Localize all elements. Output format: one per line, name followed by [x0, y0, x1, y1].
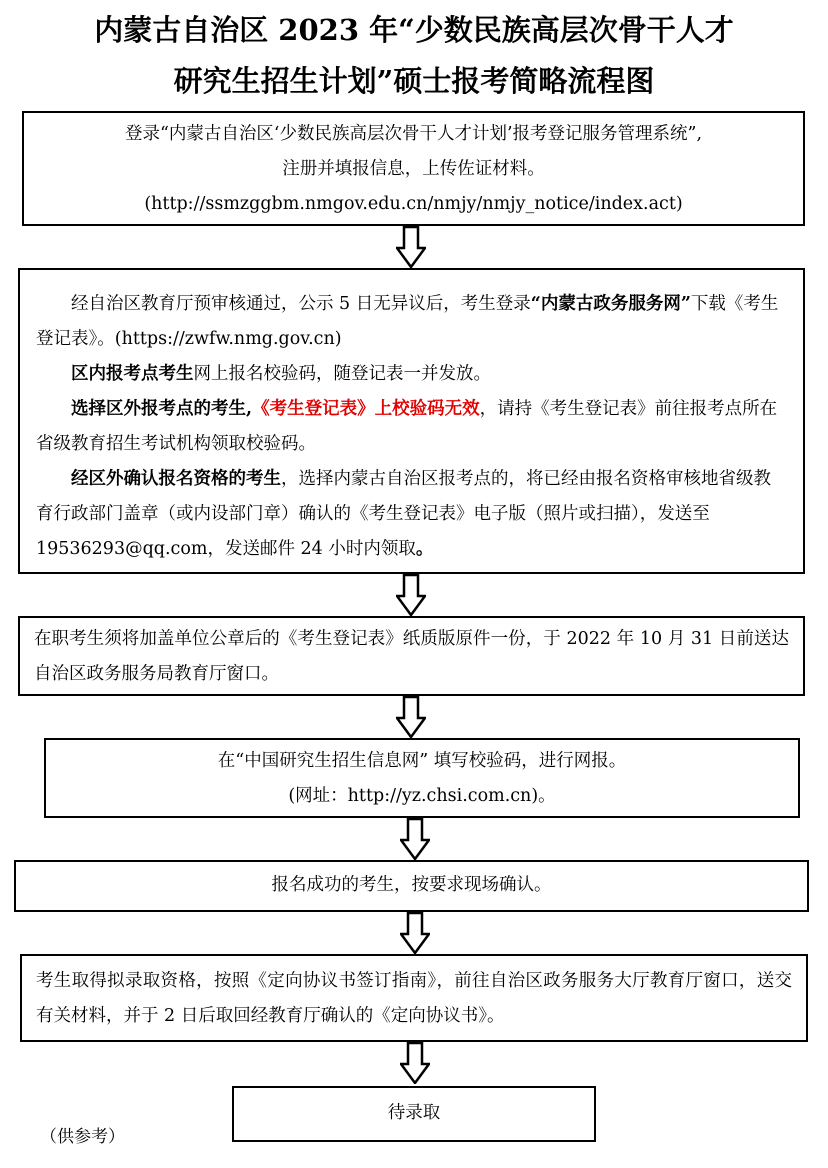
- arrow-down-icon: [400, 1042, 430, 1084]
- step3-box: [18, 616, 805, 696]
- step2-paragraph-confirmed: [36, 462, 787, 567]
- step4-line1: 在“中国研究生招生信息网” 填写校验码，进行网报。: [217, 751, 627, 771]
- step7-text: 待录取: [387, 1103, 441, 1123]
- step2-local-candidates: 区内报考点考生: [71, 364, 194, 384]
- step2-login-text: 经自治区教育厅预审核通过，公示 5 日无异议后，考生登录: [71, 294, 531, 314]
- step1-url: (http://ssmzggbm.nmgov.edu.cn/nmjy/nmjy_notice/index.act): [144, 194, 683, 214]
- arrow-down-icon: [400, 818, 430, 860]
- step3-text: 在职考生须将加盖单位公章后的《考生登记表》纸质版原件一份，于 2022 年 10 月 31 日前送达自治区政务服务局教育厅窗口。: [34, 629, 789, 684]
- arrow-down-icon: [400, 912, 430, 954]
- step2-download-text: 下载《考生登记表》。(https://zwfw.nmg.gov.cn): [36, 294, 779, 349]
- arrow-down-icon: [396, 226, 426, 268]
- reference-note: （供参考）: [40, 1127, 125, 1147]
- step1-line2: 注册并填报信息，上传佐证材料。: [282, 159, 545, 179]
- step7-box: [232, 1086, 596, 1142]
- step6-text: 考生取得拟录取资格，按照《定向协议书签订指南》，前往自治区政务服务大厅教育厅窗口，送交有关材料，并于 2 日后取回经教育厅确认的《定向协议书》。: [36, 971, 792, 1026]
- flowchart-title-line2: 研究生招生计划”硕士报考简略流程图: [173, 64, 655, 98]
- step1-box: [22, 111, 805, 226]
- step2-outside-candidates: 选择区外报考点的考生,: [71, 399, 253, 419]
- arrow-down-icon: [396, 696, 426, 738]
- arrow-down-icon: [396, 574, 426, 616]
- step6-box: [20, 954, 808, 1042]
- step1-line1: 登录“内蒙古自治区‘少数民族高层次骨干人才计划’报考登记服务管理系统”,: [124, 124, 703, 144]
- step5-box: [14, 860, 809, 912]
- step2-paragraph-outside: [36, 392, 787, 462]
- step2-confirmed-text: ，选择内蒙古自治区报考点的，将已经由报名资格审核地省级教育行政部门盖章（或内设部门章）确认的《考生登记表》电子版（照片或扫描），发送至 19536293@qq.com，发送邮件 24 小时内领取: [36, 469, 771, 559]
- step2-invalid-code-warning: 《考生登记表》上校验码无效: [252, 399, 480, 419]
- step5-text: 报名成功的考生，按要求现场确认。: [271, 875, 552, 895]
- step2-gov-portal: “内蒙古政务服务网”: [530, 294, 691, 314]
- step2-local-text: 网上报名校验码，随登记表一并发放。: [193, 364, 491, 384]
- step2-confirmed-end: 。: [415, 539, 434, 559]
- step2-paragraph-local: [36, 357, 787, 392]
- step4-box: [44, 738, 800, 818]
- flowchart-title-line1: 内蒙古自治区 2023 年“少数民族高层次骨干人才: [94, 13, 734, 47]
- step2-paragraph-login: [36, 287, 787, 357]
- step2-box: [18, 268, 805, 574]
- step4-line2: (网址：http://yz.chsi.com.cn)。: [288, 786, 556, 806]
- step2-outside-text: ，请持《考生登记表》前往报考点所在省级教育招生考试机构领取校验码。: [36, 399, 778, 454]
- step2-confirmed-candidates: 经区外确认报名资格的考生: [71, 469, 281, 489]
